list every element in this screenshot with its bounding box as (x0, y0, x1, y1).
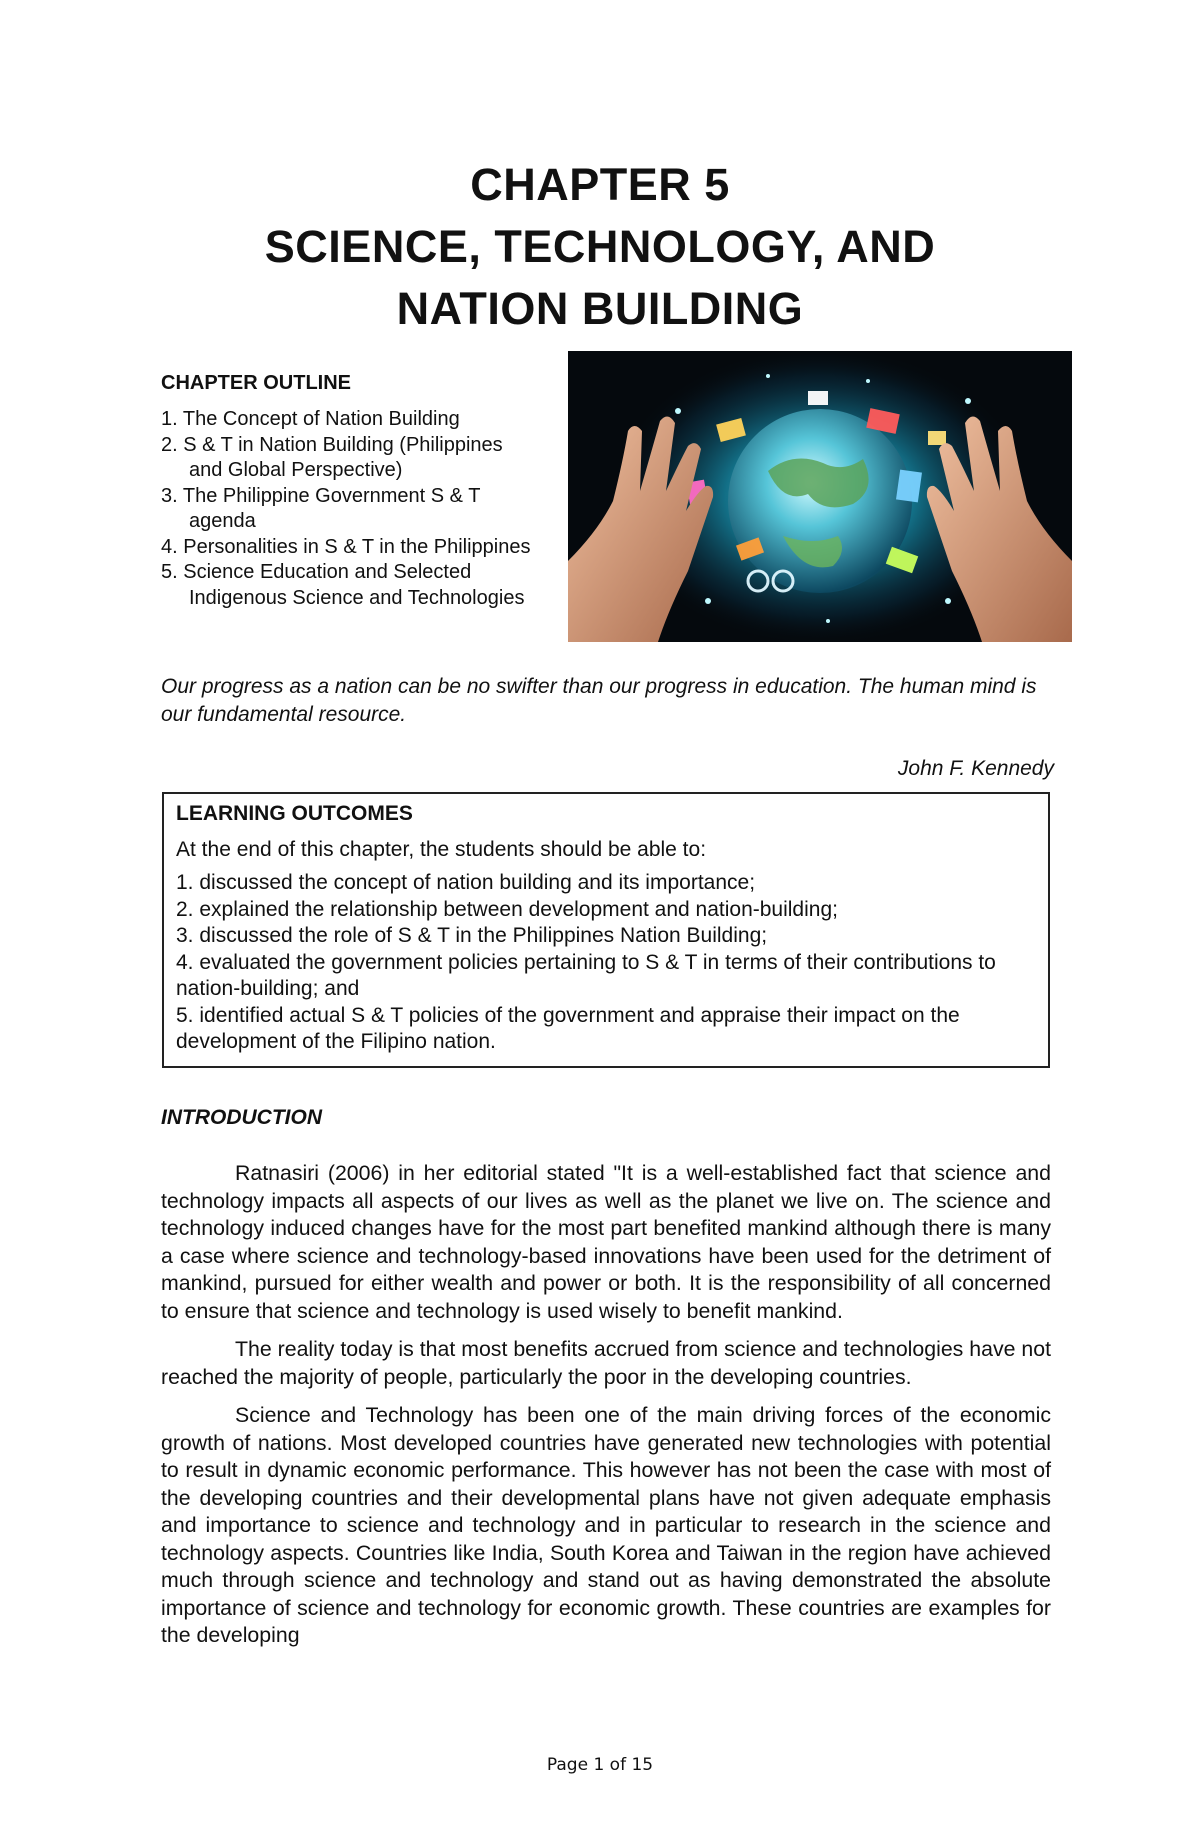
chapter-title-line: SCIENCE, TECHNOLOGY, AND (264, 221, 936, 272)
outline-item-continuation: agenda (189, 510, 256, 532)
introduction-body (161, 1160, 1051, 1661)
epigraph-author: John F. Kennedy (897, 757, 1054, 780)
outline-item-text: 4. Personalities in S & T in the Philippines (161, 535, 531, 558)
outline-item (161, 407, 581, 433)
learning-outcomes-intro: At the end of this chapter, the students should be able to: (176, 838, 707, 861)
learning-outcome-item: 1. discussed the concept of nation building and its importance; (176, 871, 756, 894)
outline-item (161, 535, 581, 561)
learning-outcome-item: 3. discussed the role of S & T in the Philippines Nation Building; (176, 924, 768, 947)
outline-item (161, 560, 581, 611)
outline-item-continuation: and Global Perspective) (189, 459, 403, 481)
learning-outcome-item: 4. evaluated the government policies pertaining to S & T in terms of their contributions to nation-building; and (176, 950, 996, 1000)
page-number: Page 1 of 15 (546, 1755, 654, 1775)
outline-item (161, 484, 581, 535)
epigraph-quote: Our progress as a nation can be no swifter than our progress in education. The human mind is our fundamental resource. (161, 675, 1037, 726)
body-paragraph: The reality today is that most benefits accrued from science and technologies have not reached the majority of people, particularly the poor in the developing countries. (161, 1337, 1051, 1389)
chapter-number: CHAPTER 5 (470, 159, 730, 210)
outline-list (161, 407, 581, 611)
body-paragraph: Science and Technology has been one of the main driving forces of the economic growth of nations. Most developed countries have generated new technologies with potential to result in dynamic economic performance. This however has not been the case with most of the developing countries and their developmental plans have not given adequate emphasis and importance to science and technology and in particular to research in the science and technology aspects. Countries like India, South Korea and Taiwan in the region have achieved much through science and technology and stand out as having demonstrated the absolute importance of science and technology for economic growth. These countries are examples for the developing (161, 1403, 1051, 1647)
chapter-outline (161, 372, 581, 611)
learning-outcome-item: 2. explained the relationship between development and nation-building; (176, 897, 838, 921)
outline-item (161, 433, 581, 484)
learning-outcomes-box (162, 792, 1050, 1068)
hero-image (568, 351, 1072, 642)
outline-item-text: 1. The Concept of Nation Building (161, 408, 460, 430)
outline-heading: CHAPTER OUTLINE (161, 372, 351, 394)
learning-outcomes-list (176, 870, 1038, 1056)
learning-outcomes-heading: LEARNING OUTCOMES (176, 802, 413, 825)
chapter-title (0, 154, 1200, 340)
body-paragraph: Ratnasiri (2006) in her editorial stated "It is a well-established fact that science and technology impacts all aspects of our lives as well as the planet we live on. The science and technology induced changes have for the most part benefited mankind although there is many a case where science and technology-based innovations have been used for the detriment of mankind, pursued for either wealth and power or both. It is the responsibility of all concerned to ensure that science and technology is used wisely to benefit mankind. (161, 1161, 1051, 1323)
outline-item-text: 5. Science Education and Selected (161, 561, 472, 583)
chapter-title-line: NATION BUILDING (396, 283, 804, 334)
outline-item-continuation: Indigenous Science and Technologies (189, 586, 525, 609)
outline-item-text: 3. The Philippine Government S & T (161, 484, 481, 507)
outline-item-text: 2. S & T in Nation Building (Philippines (161, 433, 503, 456)
globe-hands-illustration (568, 351, 1072, 642)
learning-outcome-item: 5. identified actual S & T policies of the government and appraise their impact on the development of the Filipino nation. (176, 1003, 960, 1053)
introduction-heading: INTRODUCTION (161, 1106, 322, 1129)
